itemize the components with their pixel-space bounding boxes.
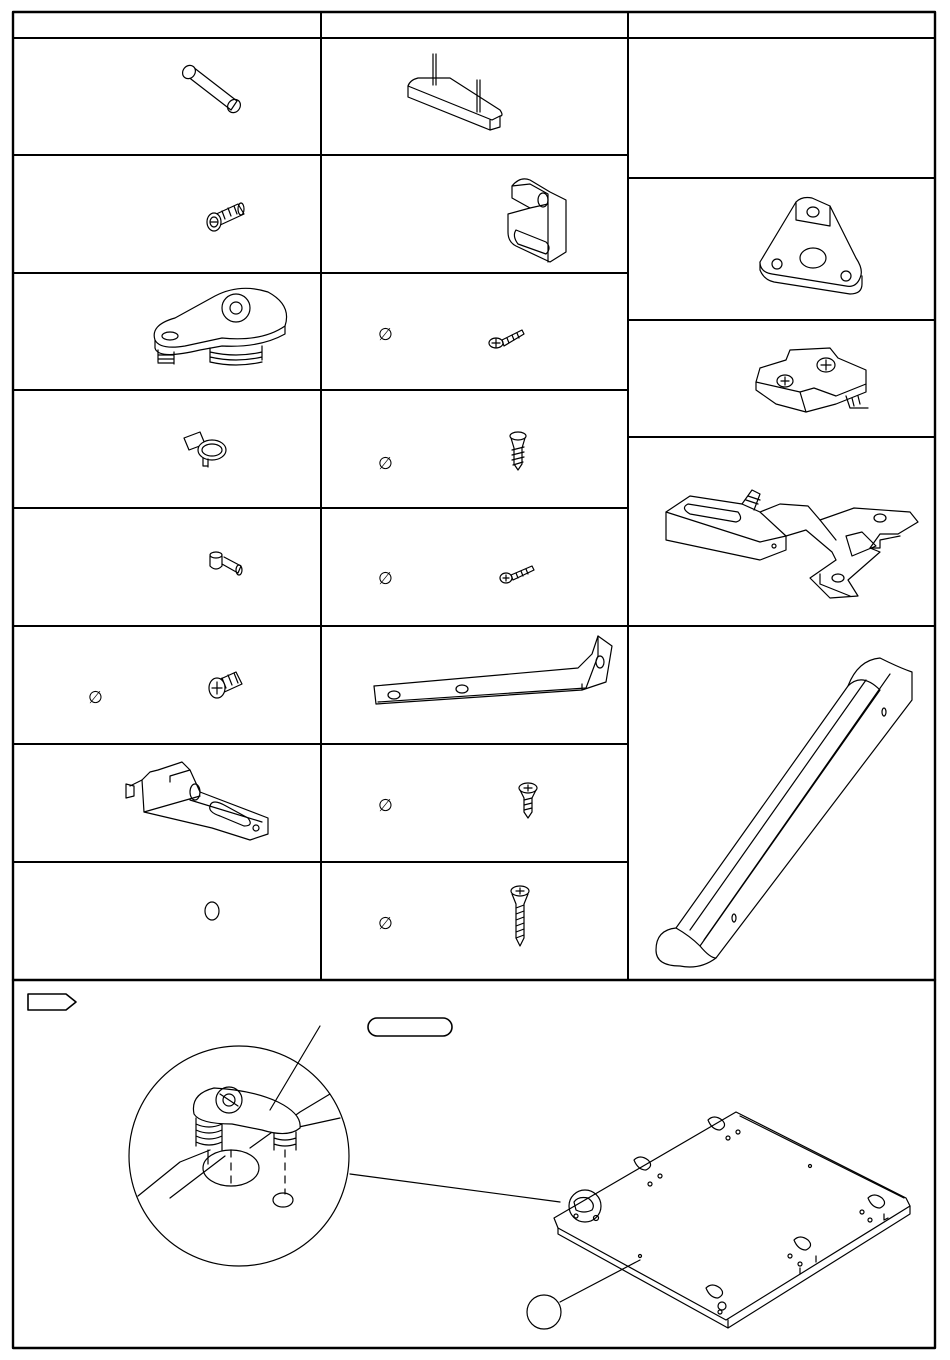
shelf-pin-icon <box>210 552 242 575</box>
short-screw-icon <box>519 783 537 818</box>
small-screw-icon <box>500 566 534 583</box>
euro-screw-icon <box>209 672 242 698</box>
angle-bracket-icon <box>760 198 862 295</box>
cap-cover-icon <box>205 902 219 920</box>
wooden-dowel-icon <box>180 63 243 115</box>
concealed-hinge-icon <box>666 490 918 598</box>
l-bracket-icon <box>508 179 566 262</box>
countersunk-screw-icon <box>510 432 526 470</box>
drawer-runner-clip-icon <box>126 762 268 840</box>
diameter-symbol: ∅ <box>378 796 393 816</box>
diameter-symbol: ∅ <box>88 688 103 708</box>
handle-rail-icon <box>656 658 912 967</box>
shelf-support-clip-icon <box>184 432 226 467</box>
cam-bolt-icon <box>207 203 244 231</box>
magnified-detail-view <box>129 1026 560 1266</box>
long-screw-icon <box>511 886 529 946</box>
step-tag <box>28 994 76 1010</box>
flat-bracket-icon <box>374 636 612 704</box>
bottom-panel-assembly <box>527 1112 910 1329</box>
hinge-mounting-plate-icon <box>756 348 868 412</box>
double-cam-connector-icon <box>154 288 286 365</box>
diameter-symbol: ∅ <box>378 325 393 345</box>
wood-screw-icon <box>489 330 524 348</box>
panel-callout-label <box>368 1018 452 1036</box>
diameter-symbol: ∅ <box>378 914 393 934</box>
nail-glide-icon <box>408 54 502 130</box>
diameter-symbol: ∅ <box>378 569 393 589</box>
diameter-symbol: ∅ <box>378 454 393 474</box>
